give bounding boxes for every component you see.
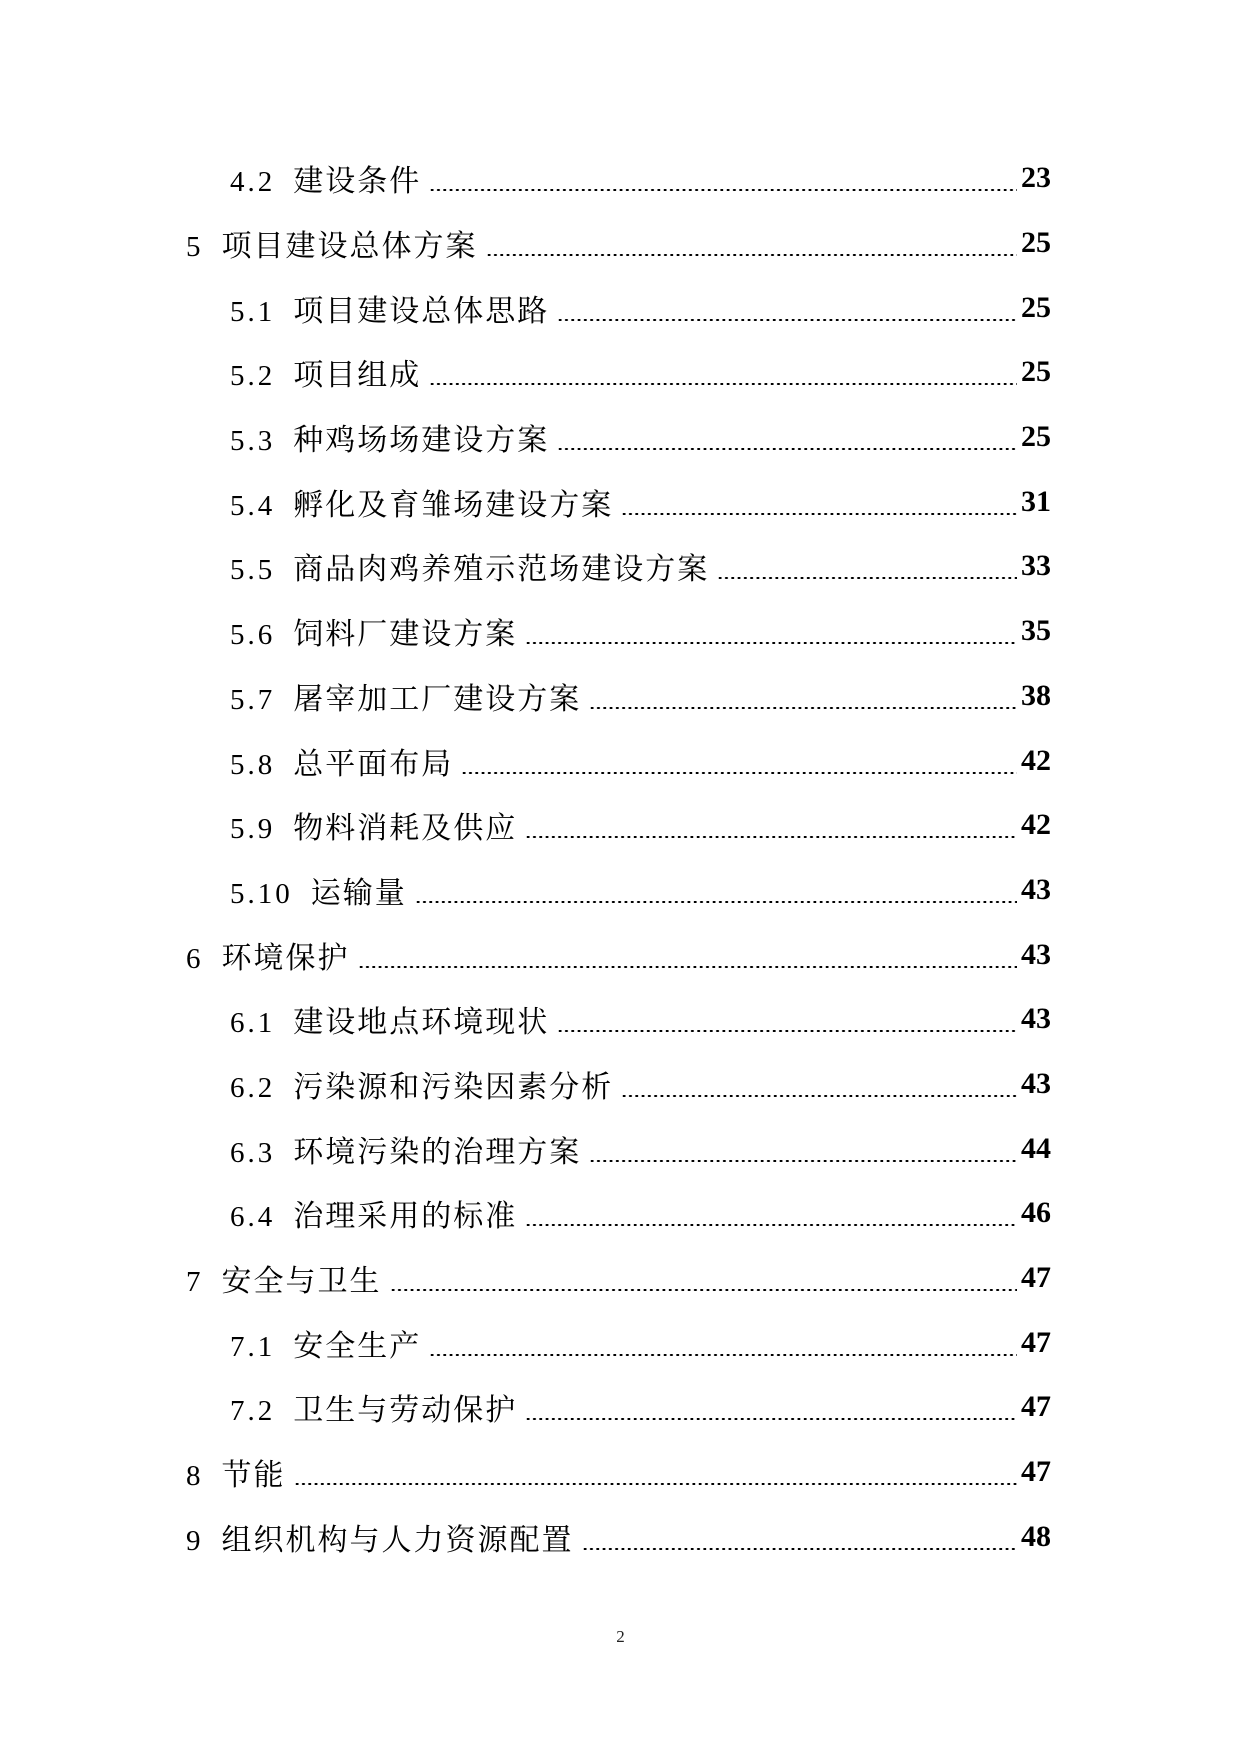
toc-entry-title: 环境保护 <box>221 940 350 976</box>
toc-entry-page: 38 <box>1021 678 1051 712</box>
toc-entry-label <box>230 544 709 588</box>
toc-entry-label <box>186 221 478 265</box>
toc-entry-page: 25 <box>1021 420 1051 454</box>
toc-entry[interactable] <box>0 1052 1241 1117</box>
toc-entry-number: 5.7 <box>230 683 276 716</box>
dot-leader <box>390 1289 1018 1291</box>
toc-entry-page: 47 <box>1021 1325 1051 1359</box>
dot-leader <box>621 513 1017 515</box>
page-number: 2 <box>616 1627 625 1646</box>
toc-entry-title: 项目建设总体思路 <box>293 293 550 329</box>
toc-entry-number: 8 <box>186 1460 204 1493</box>
toc-entry-page: 47 <box>1021 1261 1051 1295</box>
toc-entry-page: 44 <box>1021 1131 1051 1165</box>
toc-entry-label <box>230 480 613 524</box>
toc-entry-title: 组织机构与人力资源配置 <box>221 1522 574 1558</box>
dot-leader <box>486 254 1018 256</box>
dot-leader <box>589 707 1017 709</box>
toc-entry-number: 6.4 <box>230 1201 276 1234</box>
toc-entry[interactable] <box>0 1246 1241 1311</box>
toc-entry-label <box>186 933 350 977</box>
toc-entry-label <box>186 1256 382 1300</box>
toc-entry[interactable] <box>0 1375 1241 1440</box>
dot-leader <box>525 836 1017 838</box>
dot-leader <box>461 772 1017 774</box>
toc-entry-number: 5.8 <box>230 748 276 781</box>
toc-entry[interactable] <box>0 275 1241 340</box>
toc-entry-label <box>230 674 581 718</box>
toc-entry-number: 6 <box>186 942 204 975</box>
toc-entry[interactable] <box>0 858 1241 923</box>
toc-entry-number: 5.2 <box>230 360 276 393</box>
toc-entry-title: 项目组成 <box>293 358 422 394</box>
toc-entry[interactable] <box>0 1504 1241 1569</box>
dot-leader <box>429 189 1017 191</box>
toc-entry[interactable] <box>0 1181 1241 1246</box>
toc-entry[interactable] <box>0 405 1241 470</box>
dot-leader <box>429 383 1017 385</box>
dot-leader <box>557 1030 1017 1032</box>
toc-entry-page: 33 <box>1021 549 1051 583</box>
toc-entry-label <box>230 1127 581 1171</box>
toc-entry-number: 5.5 <box>230 554 276 587</box>
toc-entry[interactable] <box>0 728 1241 793</box>
toc-entry-label <box>230 1321 421 1365</box>
toc-entry-label <box>230 350 421 394</box>
toc-entry-title: 运输量 <box>310 875 407 911</box>
toc-entry[interactable] <box>0 534 1241 599</box>
dot-leader <box>589 1160 1017 1162</box>
toc-entry-number: 5.10 <box>230 877 293 910</box>
toc-entry-number: 6.2 <box>230 1071 276 1104</box>
toc-entry-label <box>230 803 517 847</box>
toc-entry-number: 5.6 <box>230 619 276 652</box>
toc-entry-label <box>230 739 453 783</box>
toc-entry[interactable] <box>0 664 1241 729</box>
toc-entry-number: 5.1 <box>230 295 276 328</box>
toc-entry-page: 43 <box>1021 872 1051 906</box>
toc-entry[interactable] <box>0 922 1241 987</box>
toc-entry-label <box>230 609 517 653</box>
toc-entry-label <box>230 868 407 912</box>
toc-entry-title: 孵化及育雏场建设方案 <box>293 487 614 523</box>
dot-leader <box>557 319 1017 321</box>
toc-entry-number: 5.9 <box>230 813 276 846</box>
toc-entry-label <box>230 1385 517 1429</box>
toc-entry-title: 安全与卫生 <box>221 1264 382 1300</box>
toc-entry[interactable] <box>0 793 1241 858</box>
toc-entry-number: 4.2 <box>230 166 276 199</box>
toc-entry-number: 9 <box>186 1524 204 1557</box>
toc-entry-page: 42 <box>1021 808 1051 842</box>
toc-entry[interactable] <box>0 1116 1241 1181</box>
toc-entry-title: 种鸡场场建设方案 <box>293 423 550 459</box>
dot-leader <box>557 448 1017 450</box>
toc-entry-page: 23 <box>1021 161 1051 195</box>
toc-entry-title: 卫生与劳动保护 <box>293 1393 518 1429</box>
dot-leader <box>621 1095 1017 1097</box>
toc-entry-title: 环境污染的治理方案 <box>293 1134 582 1170</box>
toc-entry-page: 25 <box>1021 355 1051 389</box>
toc-entry-number: 6.3 <box>230 1136 276 1169</box>
toc-entry[interactable] <box>0 146 1241 211</box>
toc-entry[interactable] <box>0 340 1241 405</box>
dot-leader <box>415 901 1017 903</box>
toc-entry-title: 节能 <box>221 1458 286 1494</box>
dot-leader <box>525 1418 1017 1420</box>
toc-entry-number: 7 <box>186 1266 204 1299</box>
toc-entry-page: 42 <box>1021 743 1051 777</box>
table-of-contents <box>0 146 1241 1569</box>
toc-entry-number: 5.3 <box>230 425 276 458</box>
dot-leader <box>582 1548 1018 1550</box>
toc-entry-label <box>230 286 549 330</box>
toc-entry-page: 43 <box>1021 937 1051 971</box>
dot-leader <box>429 1354 1017 1356</box>
toc-entry-label <box>230 997 549 1041</box>
toc-entry-page: 43 <box>1021 1002 1051 1036</box>
toc-entry-page: 25 <box>1021 290 1051 324</box>
toc-entry-title: 屠宰加工厂建设方案 <box>293 681 582 717</box>
toc-entry-number: 5.4 <box>230 489 276 522</box>
toc-entry-page: 31 <box>1021 484 1051 518</box>
toc-entry[interactable] <box>0 1440 1241 1505</box>
toc-entry[interactable] <box>0 211 1241 276</box>
toc-entry-page: 46 <box>1021 1196 1051 1230</box>
toc-entry-number: 7.2 <box>230 1395 276 1428</box>
toc-entry-label <box>186 1515 574 1559</box>
toc-entry-label <box>230 1191 517 1235</box>
toc-entry[interactable] <box>0 469 1241 534</box>
dot-leader <box>525 1224 1017 1226</box>
toc-entry-label <box>230 156 421 200</box>
dot-leader <box>717 577 1017 579</box>
toc-entry-number: 5 <box>186 231 204 264</box>
toc-entry-number: 7.1 <box>230 1330 276 1363</box>
toc-entry-title: 安全生产 <box>293 1328 422 1364</box>
toc-entry-title: 总平面布局 <box>293 746 454 782</box>
toc-entry-label <box>230 415 549 459</box>
toc-entry-title: 建设地点环境现状 <box>293 1005 550 1041</box>
toc-entry-number: 6.1 <box>230 1007 276 1040</box>
toc-entry-page: 47 <box>1021 1390 1051 1424</box>
toc-entry-title: 治理采用的标准 <box>293 1199 518 1235</box>
dot-leader <box>358 966 1018 968</box>
toc-entry-page: 48 <box>1021 1519 1051 1553</box>
toc-entry-label <box>186 1450 286 1494</box>
dot-leader <box>525 642 1017 644</box>
toc-entry-label <box>230 1062 613 1106</box>
toc-entry-title: 项目建设总体方案 <box>221 229 478 265</box>
toc-entry-page: 43 <box>1021 1066 1051 1100</box>
toc-entry-page: 47 <box>1021 1455 1051 1489</box>
toc-entry[interactable] <box>0 987 1241 1052</box>
toc-entry-title: 商品肉鸡养殖示范场建设方案 <box>293 552 710 588</box>
toc-entry-title: 污染源和污染因素分析 <box>293 1069 614 1105</box>
dot-leader <box>294 1483 1018 1485</box>
toc-entry-title: 饲料厂建设方案 <box>293 617 518 653</box>
toc-entry[interactable] <box>0 599 1241 664</box>
toc-entry-page: 25 <box>1021 226 1051 260</box>
toc-entry[interactable] <box>0 1310 1241 1375</box>
toc-entry-title: 物料消耗及供应 <box>293 811 518 847</box>
toc-entry-page: 35 <box>1021 614 1051 648</box>
toc-entry-title: 建设条件 <box>293 164 422 200</box>
